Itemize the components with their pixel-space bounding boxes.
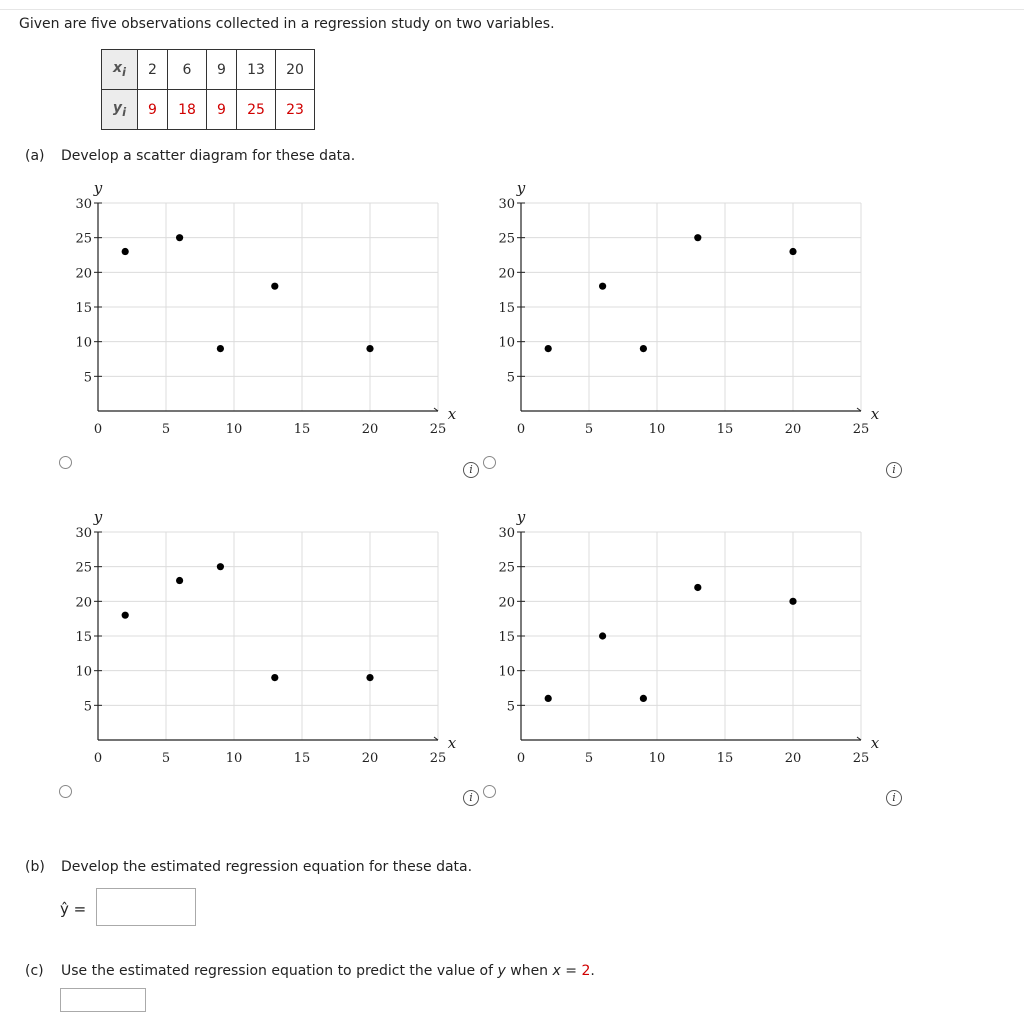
- y-tick-label: 5: [83, 370, 92, 386]
- x-axis-title: x: [870, 405, 880, 423]
- x-tick-label: 5: [584, 751, 594, 766]
- x-value-highlight: 2: [581, 963, 591, 979]
- x-value: 13: [237, 50, 276, 90]
- data-point: [599, 632, 606, 639]
- y-value: 25: [237, 90, 276, 130]
- x-tick-label: 0: [93, 422, 103, 437]
- x-tick-label: 15: [293, 751, 311, 766]
- y-tick-label: 20: [75, 266, 92, 282]
- x-header: $x_i$: [102, 50, 138, 90]
- x-tick-label: 10: [648, 422, 666, 437]
- regression-equation-input[interactable]: [96, 888, 196, 926]
- x-tick-label: 25: [852, 422, 870, 437]
- part-b-question: [25, 859, 472, 875]
- y-tick-label: 20: [75, 595, 92, 611]
- data-point: [217, 345, 224, 352]
- x-tick-label: 0: [93, 751, 103, 766]
- y-tick-label: 15: [498, 630, 515, 645]
- y-tick-label: 15: [75, 630, 92, 645]
- x-value: 20: [276, 50, 315, 90]
- x-value: 6: [168, 50, 207, 90]
- y-header: $y_i$: [102, 90, 138, 130]
- data-point: [694, 584, 701, 591]
- x-tick-label: 20: [361, 751, 379, 766]
- option-2-radio[interactable]: [483, 456, 496, 469]
- y-tick-label: 25: [498, 231, 515, 247]
- y-value: 23: [276, 90, 315, 130]
- table-row-x: [102, 50, 315, 90]
- x-tick-label: 10: [225, 422, 243, 437]
- prediction-input[interactable]: [60, 988, 146, 1012]
- x-tick-label: 10: [225, 751, 243, 766]
- data-point: [176, 577, 183, 584]
- observations-table: [101, 49, 315, 130]
- y-value: 9: [138, 90, 168, 130]
- y-tick-label: 30: [75, 197, 92, 212]
- y-tick-label: 15: [75, 301, 92, 316]
- scatter-plot-svg: [50, 504, 470, 774]
- y-axis-title: y: [93, 179, 103, 197]
- x-tick-label: 5: [584, 422, 594, 437]
- scatter-plot-option-1: [50, 175, 470, 449]
- x-tick-label: 10: [648, 751, 666, 766]
- x-tick-label: 25: [429, 422, 447, 437]
- y-tick-label: 5: [506, 699, 515, 715]
- data-point: [122, 248, 129, 255]
- data-point: [789, 598, 796, 605]
- data-point: [366, 345, 373, 352]
- part-b-text: Develop the estimated regression equation for these data.: [61, 859, 473, 875]
- scatter-plot-option-2: [473, 175, 893, 449]
- option-1-radio[interactable]: [59, 456, 72, 469]
- data-point: [176, 234, 183, 241]
- scatter-plot-svg: [50, 175, 470, 445]
- data-point: [640, 345, 647, 352]
- y-tick-label: 5: [506, 370, 515, 386]
- y-tick-label: 10: [498, 335, 515, 351]
- x-tick-label: 0: [516, 422, 526, 437]
- data-point: [599, 283, 606, 290]
- part-a-text: Develop a scatter diagram for these data.: [61, 148, 356, 164]
- table-row-y: [102, 90, 315, 130]
- x-value: 9: [207, 50, 237, 90]
- data-point: [694, 234, 701, 241]
- y-axis-title: y: [516, 508, 526, 526]
- y-tick-label: 10: [75, 335, 92, 351]
- yhat-label: ŷ =: [60, 900, 87, 918]
- y-tick-label: 5: [83, 699, 92, 715]
- y-tick-label: 30: [498, 526, 515, 541]
- x-tick-label: 5: [161, 422, 171, 437]
- data-point: [271, 674, 278, 681]
- x-tick-label: 25: [429, 751, 447, 766]
- x-tick-label: 20: [361, 422, 379, 437]
- data-point: [545, 345, 552, 352]
- y-tick-label: 30: [75, 526, 92, 541]
- data-point: [217, 563, 224, 570]
- part-a-question: [25, 148, 355, 164]
- y-tick-label: 20: [498, 595, 515, 611]
- y-tick-label: 10: [498, 664, 515, 680]
- x-axis-title: x: [447, 734, 457, 752]
- x-tick-label: 20: [784, 751, 802, 766]
- data-point: [271, 283, 278, 290]
- info-icon[interactable]: i: [886, 790, 902, 806]
- scatter-plot-svg: [473, 175, 893, 445]
- data-point: [640, 695, 647, 702]
- part-b-label: (b): [25, 859, 45, 875]
- y-tick-label: 30: [498, 197, 515, 212]
- x-axis-title: x: [870, 734, 880, 752]
- option-3-radio[interactable]: [59, 785, 72, 798]
- x-value: 2: [138, 50, 168, 90]
- x-tick-label: 20: [784, 422, 802, 437]
- data-point: [122, 612, 129, 619]
- x-tick-label: 15: [293, 422, 311, 437]
- y-tick-label: 25: [75, 231, 92, 247]
- option-4-radio[interactable]: [483, 785, 496, 798]
- y-axis-title: y: [93, 508, 103, 526]
- y-tick-label: 15: [498, 301, 515, 316]
- y-value: 18: [168, 90, 207, 130]
- data-point: [545, 695, 552, 702]
- x-axis-title: x: [447, 405, 457, 423]
- part-c-label: (c): [25, 963, 44, 979]
- x-tick-label: 15: [716, 422, 734, 437]
- info-icon[interactable]: i: [463, 462, 479, 478]
- x-tick-label: 15: [716, 751, 734, 766]
- info-icon[interactable]: i: [463, 790, 479, 806]
- y-tick-label: 25: [498, 560, 515, 576]
- part-c-question: (c) Use the estimated regression equation to predict the value of y when x = 2.: [25, 963, 595, 979]
- scatter-plot-option-4: [473, 504, 893, 778]
- x-tick-label: 25: [852, 751, 870, 766]
- info-icon[interactable]: i: [886, 462, 902, 478]
- y-value: 9: [207, 90, 237, 130]
- data-point: [789, 248, 796, 255]
- y-tick-label: 20: [498, 266, 515, 282]
- x-tick-label: 5: [161, 751, 171, 766]
- scatter-plot-option-3: [50, 504, 470, 778]
- y-tick-label: 25: [75, 560, 92, 576]
- part-a-label: (a): [25, 148, 45, 164]
- x-tick-label: 0: [516, 751, 526, 766]
- scatter-plot-svg: [473, 504, 893, 774]
- y-axis-title: y: [516, 179, 526, 197]
- top-divider: [0, 9, 1024, 10]
- y-tick-label: 10: [75, 664, 92, 680]
- problem-intro: Given are five observations collected in a regression study on two variables.: [19, 16, 555, 32]
- data-point: [366, 674, 373, 681]
